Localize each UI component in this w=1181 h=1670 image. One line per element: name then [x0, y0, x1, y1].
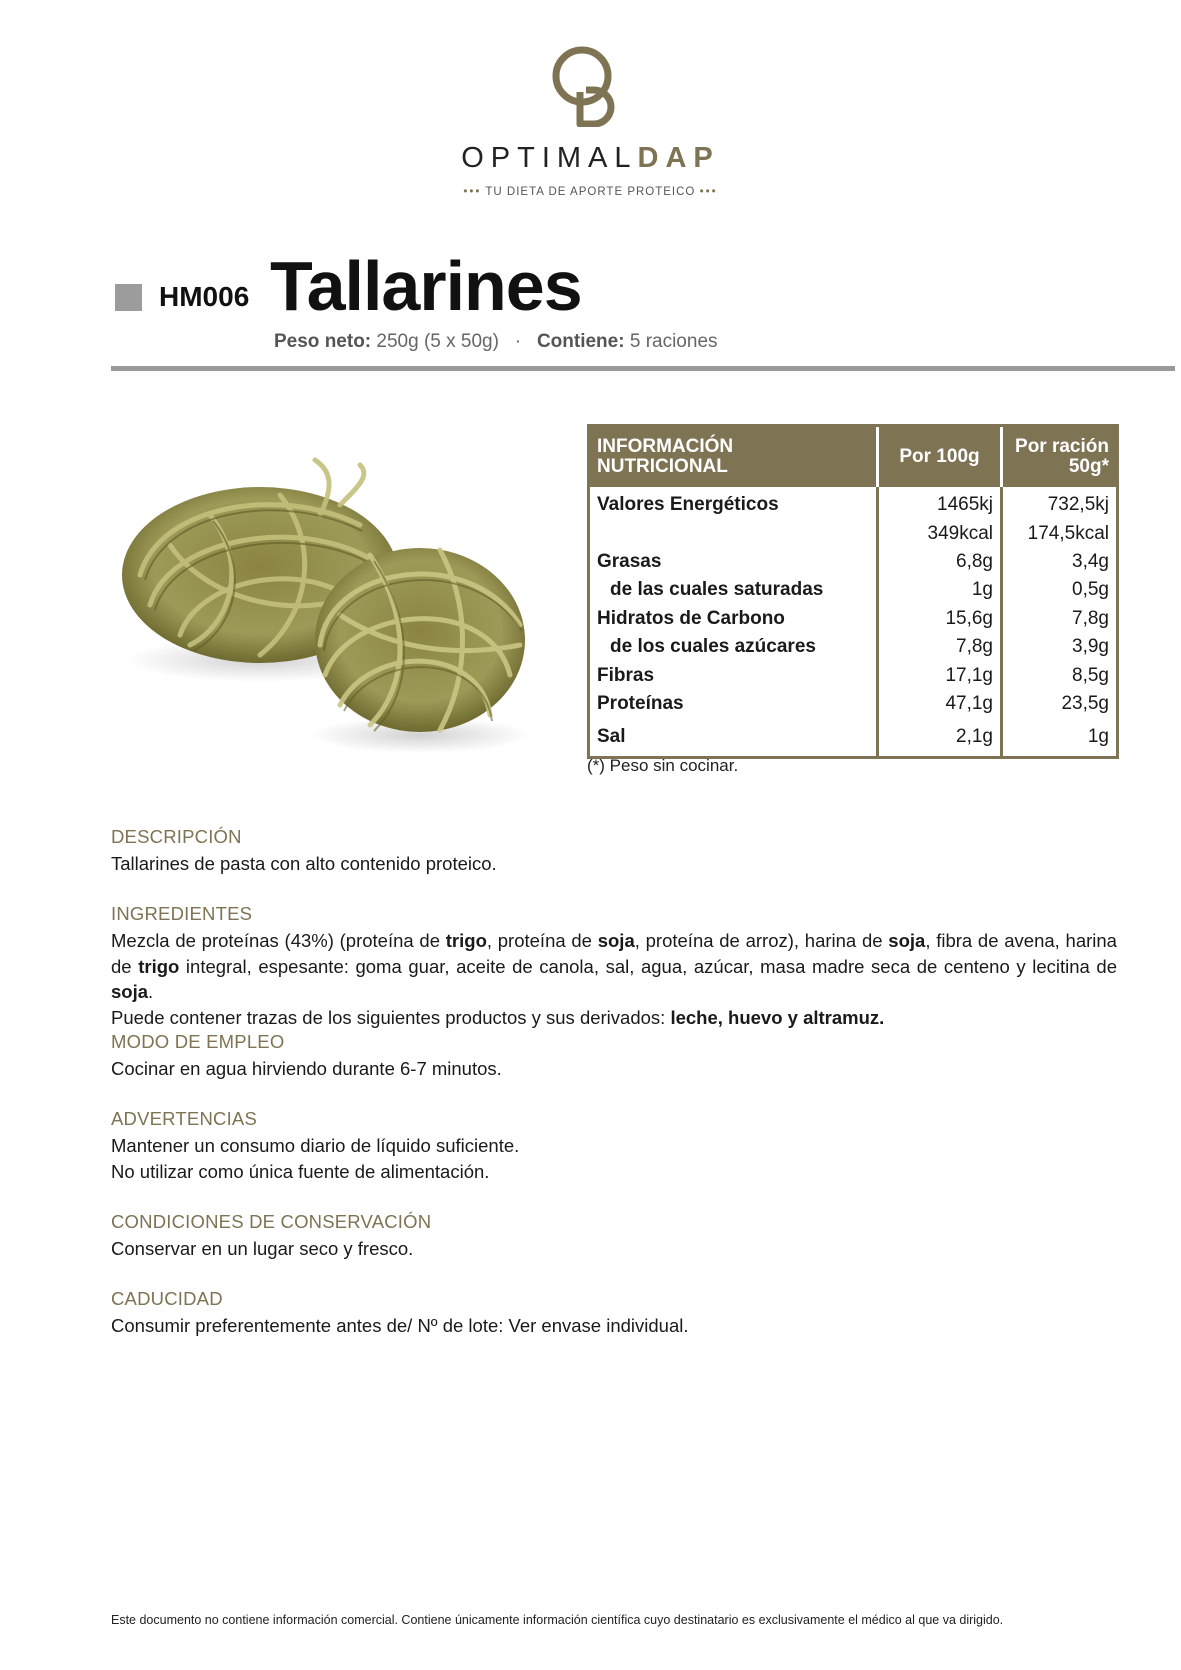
header-por-racion: Por ración 50g* — [1002, 427, 1117, 487]
od-monogram-icon — [548, 42, 628, 127]
brand-name: OPTIMALDAP — [461, 142, 720, 174]
allergen: soja — [111, 981, 149, 1002]
brand-tagline: ••• TU DIETA DE APORTE PROTEICO ••• — [463, 186, 718, 198]
table-row — [590, 605, 1116, 633]
nutrient-label: de los cuales azúcares — [590, 633, 878, 661]
value-per-100g: 6,8g — [878, 548, 1002, 576]
section-descripcion — [111, 825, 1117, 877]
nutrient-label: Proteínas — [590, 690, 878, 718]
footer-disclaimer: Este documento no contiene información comercial. Contiene únicamente información científica cuyo destinatario es exclusivamente el médico al que va dirigido. — [111, 1613, 1004, 1627]
section-text: Conservar en un lugar seco y fresco. — [111, 1238, 414, 1259]
value-per-100g: 2,1g — [878, 718, 1002, 756]
table-row — [590, 633, 1116, 661]
section-conservacion — [111, 1210, 1117, 1262]
nutrition-table — [587, 424, 1119, 759]
allergen: trigo — [138, 955, 180, 977]
table-header-row — [590, 427, 1116, 487]
value-per-serving: 0,5g — [1072, 579, 1109, 601]
section-title: DESCRIPCIÓN — [111, 826, 242, 847]
product-code: HM006 — [159, 281, 250, 312]
section-title: INGREDIENTES — [111, 903, 253, 924]
value-per-serving: 174,5kcal — [1027, 522, 1109, 544]
section-text: Cocinar en agua hirviendo durante 6-7 minutos. — [111, 1058, 502, 1079]
table-row — [590, 576, 1116, 604]
section-title: CADUCIDAD — [111, 1288, 223, 1309]
table-row — [590, 548, 1116, 576]
title-marker — [115, 284, 142, 311]
table-row — [590, 519, 1116, 547]
allergen: leche, huevo y altramuz. — [670, 1006, 885, 1028]
value-per-100g: 47,1g — [878, 690, 1002, 718]
value-per-serving: 732,5kj — [1047, 494, 1109, 516]
section-text: Mezcla de proteínas (43%) (proteína de trigo, proteína de soja, proteína de arroz), harina de soja, fibra de avena, harina de trigo integral, espesante: goma guar, aceite de canola, sal, agua, azúcar, masa madre seca de centeno y lecitina de soja. Puede contener trazas de los siguientes productos y sus derivados: leche, huevo y altramuz. — [111, 930, 1118, 1028]
nutrient-label: Grasas — [590, 548, 878, 576]
section-caducidad — [111, 1287, 1117, 1339]
value-per-100g: 17,1g — [878, 661, 1002, 689]
nutrient-label: Sal — [590, 718, 878, 756]
nutrient-label: Fibras — [590, 661, 878, 689]
value-per-serving: 8,5g — [1072, 664, 1109, 686]
section-advertencias — [111, 1107, 1117, 1184]
value-per-100g: 1465kj — [878, 487, 1002, 519]
allergen: trigo — [445, 930, 487, 951]
nutrient-label: Hidratos de Carbono — [590, 605, 878, 633]
section-text: Consumir preferentemente antes de/ Nº de lote: Ver envase individual. — [111, 1315, 689, 1336]
nutrient-label — [590, 519, 878, 547]
value-per-100g: 1g — [878, 576, 1002, 604]
table-row — [590, 661, 1116, 689]
section-title: MODO DE EMPLEO — [111, 1031, 285, 1052]
pasta-nests-image — [110, 455, 530, 755]
section-modo-empleo — [111, 1030, 1117, 1082]
section-title: CONDICIONES DE CONSERVACIÓN — [111, 1211, 432, 1232]
value-per-100g: 7,8g — [878, 633, 1002, 661]
value-per-serving: 23,5g — [1061, 692, 1109, 714]
product-meta: Peso neto: 250g (5 x 50g) · Contiene: 5 raciones — [274, 331, 718, 352]
value-per-100g: 15,6g — [878, 605, 1002, 633]
value-per-serving: 3,4g — [1072, 550, 1109, 572]
header-por-100g: Por 100g — [878, 427, 1002, 487]
section-title: ADVERTENCIAS — [111, 1108, 257, 1129]
table-row — [590, 690, 1116, 718]
nutrient-label: de las cuales saturadas — [590, 576, 878, 604]
value-per-serving: 1g — [1087, 726, 1109, 748]
value-per-100g: 349kcal — [878, 519, 1002, 547]
product-name: Tallarines — [270, 247, 582, 325]
table-row — [590, 487, 1116, 519]
nutrient-label: Valores Energéticos — [590, 487, 878, 519]
section-ingredientes — [111, 902, 1117, 1030]
section-text: Tallarines de pasta con alto contenido proteico. — [111, 853, 497, 874]
value-per-serving: 7,8g — [1072, 607, 1109, 629]
allergen: soja — [597, 930, 635, 951]
table-footnote: (*) Peso sin cocinar. — [587, 756, 739, 775]
header-info-nutricional: INFORMACIÓN NUTRICIONAL — [590, 427, 878, 487]
value-per-serving: 3,9g — [1072, 636, 1109, 658]
table-row — [590, 718, 1116, 756]
title-divider — [111, 366, 1175, 371]
allergen: soja — [888, 930, 926, 951]
section-text: Mantener un consumo diario de líquido suficiente. No utilizar como única fuente de alimentación. — [111, 1135, 520, 1182]
